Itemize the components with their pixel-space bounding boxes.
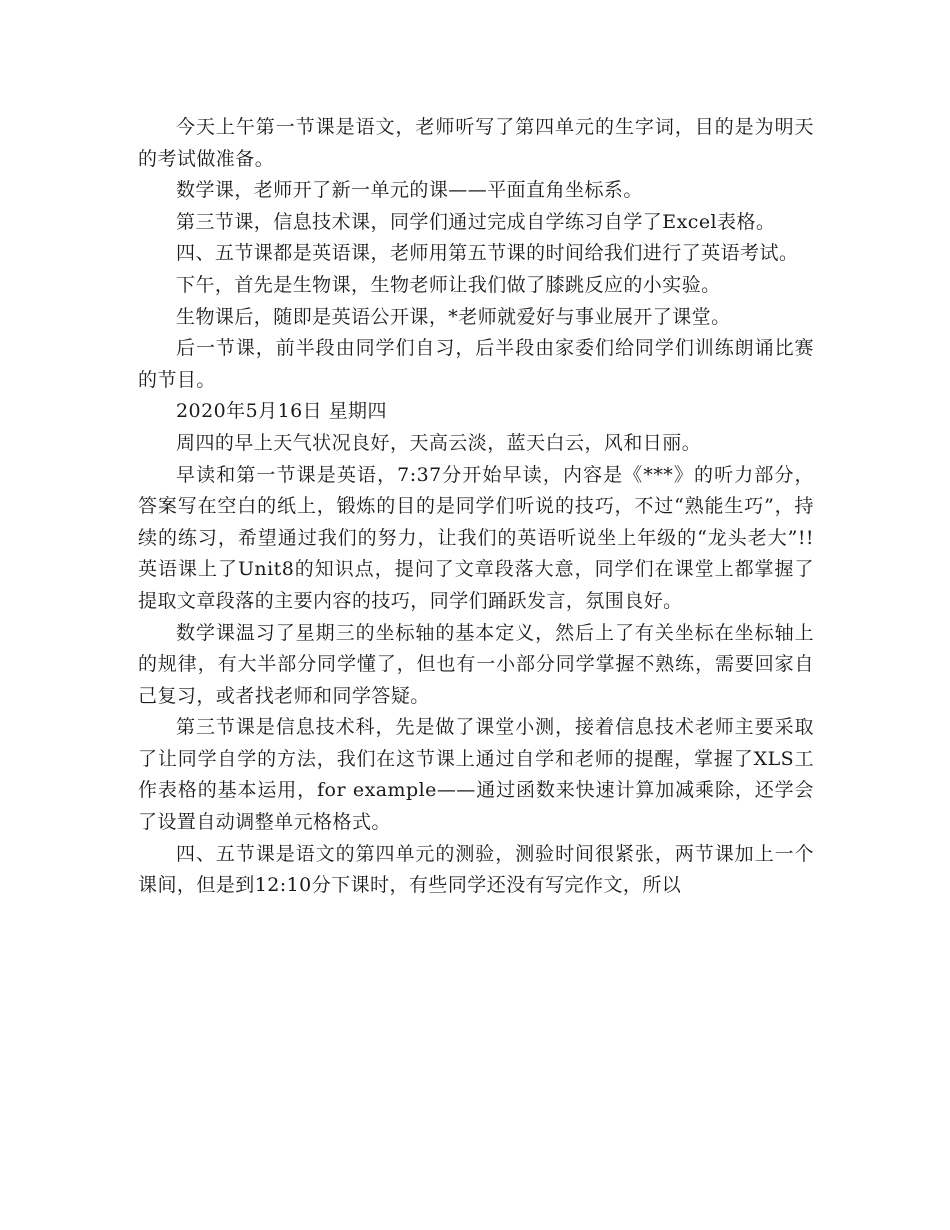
paragraph-5: 下午，首先是生物课，生物老师让我们做了膝跳反应的小实验。 bbox=[176, 273, 721, 296]
paragraph-10: 早读和第一节课是英语，7:37分开始早读，内容是《***》的听力部分，答案写在空白的纸上，锻炼的目的是同学们听说的技巧，不过“熟能生巧”，持续的练习，希望通过我们的努力，让我们的英语听说坐上年级的“龙头老大”!!英语课上了Unit8的知识点，提问了文章段落大意，同学们在课堂上都掌握了提取文章段落的主要内容的技巧，同学们踊跃发言，氛围良好。 bbox=[138, 463, 814, 612]
paragraph-3: 第三节课，信息技术课，同学们通过完成自学练习自学了Excel表格。 bbox=[176, 210, 776, 233]
paragraph-7: 后一节课，前半段由同学们自习，后半段由家委们给同学们训练朗诵比赛的节目。 bbox=[138, 337, 814, 391]
paragraph-11: 数学课温习了星期三的坐标轴的基本定义，然后上了有关坐标在坐标轴上的规律，有大半部分同学懂了，但也有一小部分同学掌握不熟练，需要回家自己复习，或者找老师和同学答疑。 bbox=[138, 621, 814, 707]
paragraph-9: 周四的早上天气状况良好，天高云淡，蓝天白云，风和日丽。 bbox=[176, 431, 702, 454]
paragraph-1: 今天上午第一节课是语文，老师听写了第四单元的生字词，目的是为明天的考试做准备。 bbox=[138, 116, 814, 170]
paragraph-4: 四、五节课都是英语课，老师用第五节课的时间给我们进行了英语考试。 bbox=[176, 242, 799, 265]
document-body bbox=[138, 112, 814, 902]
paragraph-12: 第三节课是信息技术科，先是做了课堂小测，接着信息技术老师主要采取了让同学自学的方法，我们在这节课上通过自学和老师的提醒，掌握了XLS工作表格的基本运用，for example——通过函数来快速计算加减乘除，还学会了设置自动调整单元格格式。 bbox=[138, 716, 814, 834]
paragraph-13: 四、五节课是语文的第四单元的测验，测验时间很紧张，两节课加上一个课间，但是到12:10分下课时，有些同学还没有写完作文，所以 bbox=[138, 842, 814, 897]
date-heading: 2020年5月16日 星期四 bbox=[176, 400, 387, 423]
paragraph-2: 数学课，老师开了新一单元的课——平面直角坐标系。 bbox=[176, 179, 643, 202]
paragraph-6: 生物课后，随即是英语公开课，*老师就爱好与事业展开了课堂。 bbox=[176, 305, 731, 328]
